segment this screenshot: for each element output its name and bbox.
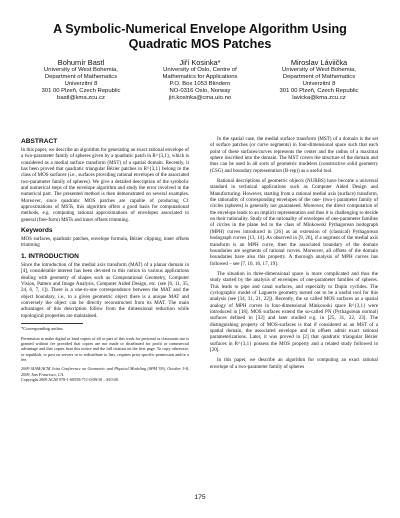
title-line-1: A Symbolic-Numerical Envelope Algorithm Using	[53, 22, 347, 36]
page-number: 175	[194, 494, 206, 501]
author-affiliation-line: Mathematics for Applications	[162, 74, 238, 80]
keywords-heading: Keywords	[21, 227, 53, 235]
author-address-line: P.O. Box 1053 Blindern	[169, 81, 231, 87]
paper-title	[30, 22, 370, 52]
author-name: Miroslav Láviička	[290, 58, 348, 67]
body-paragraph: Rational descriptions of geometric objects (NURBS) have become a universal standard in technical applications such as Computer Aided Design and Manufacturing. However, starting from a rational medial axis (surface) transform, the rationality of corresponding envelopes of the one- (two-) parameter family of circles (spheres) is generally not guaranteed. Moreover, the direct computation of the envelope leads to an implicit representation and thus it is challenging to decide on their rationality. Study of the rationality of envelopes of one-parameter families of circles in the plane led to the class of Minkowski Pythagorean hodograph (MPH) curves introduced in [26] as an extension of (classical) Pythagorean hodograph curves [13, 14]. As observed in [9, 26], if a segment of the medial axis transform is an MPH curve, then the associated boundary of the domain boundaries are segments of rational curves. Moreover, all offsets of the domain boundaries have also this property. A thorough analysis of MPH curves has followed – see [7, 10, 16, 17, 19].	[210, 178, 378, 267]
abstract-heading: ABSTRACT	[21, 138, 58, 145]
author-block	[22, 58, 378, 102]
keywords-text: MOS surfaces, quadratic patches, envelope formula, Bézier clipping, inner offsets trimming	[21, 236, 189, 249]
author-email: jiri.kosinka@cma.uio.no	[168, 95, 232, 101]
author-address-line: Univerzitní 8	[64, 81, 98, 87]
author-2	[141, 58, 259, 102]
copyright-notice: Permission to make digital or hard copies of all or part of this work for personal or classroom use is granted without fee provided that copies are not made or distributed for profit or commercial advantage and that copies bear this notice and the full citation on the first page. To copy otherwise, or republish, to post on servers or to redistribute to lists, requires prior specific permission and/or a fee.	[21, 335, 189, 362]
right-column	[210, 136, 378, 374]
author-affiliation-line: Department of Mathematics	[44, 74, 118, 80]
conference-info: 2009 SIAM/ACM Joint Conference on Geometric and Physical Modeling (SPM '09), October 5-8, 2009, San Francisco, CA.	[21, 366, 189, 377]
title-line-2: Quadratic MOS Patches	[128, 37, 272, 51]
copyright-line: Copyright 2009 ACM 978-1-60558-711-0/09/10 ...$10.00.	[21, 376, 119, 382]
body-paragraph: In the spatial case, the medial surface transform (MST) of a domain is the set of surface patches (or curve segments) in four-dimensional space such that each point of these surfaces/curves represents the center and the radius of a maximal sphere inscribed into the domain. The MST covers the structure of the domain and thus can be used in all sorts of geometric modelers (constructive solid geometry (CSG) and boundary representation (B-rep)) as a useful tool.	[210, 136, 378, 174]
footnote-divider	[21, 323, 83, 324]
introduction-text: Since the introduction of the medial axis transform (MAT) of a planar domain in [4], considerable interest has been devoted to this notion in various applications dealing with geometry of shapes such as Computational Geometry, Computer Vision, Pattern and Image Analysis, Computer Aided Design, etc. (see [6, 11, 35, 24, 6, 7, 1]). There is a one-to-one correspondence between the MAT and the object boundary, i.e., to a given geometric object there is a unique MAT and conversely the object can be directly reconstructed from its MAT. The main advantages of this description follow from the dimensional reduction while topological properties are maintained.	[21, 261, 189, 319]
corresponding-author-footnote: *Corresponding author.	[21, 325, 64, 331]
abstract-text: In this paper, we describe an algorithm for generating an exact rational envelope of a two-parameter family of spheres given by a quadratic patch in R^{3,1}, which is considered as a medial surface transform (MST) of a spatial domain. Recently, it has been proved that quadratic triangular Bézier patches in R^{3,1} belong to the class of MOS surfaces (i.e., surfaces providing rational envelopes of the associated two-parameter family of spheres). We give a detailed description of the symbolic and numerical steps of the envelope algorithm and study the error involved in the numerical part. The presented method is then demonstrated on several examples. Moreover, since quadratic MOS patches are capable of producing C1 approximations of MSTs, this algorithm offers a good basis for computational methods, e.g. computing rational approximations of envelopes associated to general (free-form) MSTs and inner offsets trimming.	[21, 147, 189, 223]
author-1	[22, 58, 140, 102]
author-affiliation-line: Department of Mathematics	[282, 74, 356, 80]
author-affiliation-line: University of West Bohemia,	[282, 67, 356, 73]
author-affiliation-line: University of West Bohemia,	[44, 67, 118, 73]
author-email: bastl@kma.zcu.cz	[57, 95, 105, 101]
author-email: lavicka@kma.zcu.cz	[292, 95, 346, 101]
body-paragraph: In this paper, we describe an algorithm for computing an exact rational envelope of a two-parameter family of spheres	[210, 357, 378, 370]
author-address-line: 301 00 Plzeň, Czech Republic	[279, 88, 359, 94]
author-address-line: Univerzitní 8	[302, 81, 336, 87]
left-column	[21, 136, 189, 382]
author-name: Bohumír Bastl	[57, 58, 105, 67]
author-address-line: NO-0316 Oslo, Norway	[169, 88, 231, 94]
author-affiliation-line: University of Oslo, Centre of	[163, 67, 237, 73]
author-name: Jiří Kosinka*	[179, 58, 221, 67]
body-paragraph: The situation in three-dimensional space is more complicated and thus the study started by the analysis of envelopes of one-parameter families of spheres. This leads to pipe and canal surfaces, and especially to Dupin cyclides. The cyclographic model of Laguerre geometry turned out to be a useful tool for this analysis (see [34, 31, 21, 22]). Recently, the so called MOS surfaces as a spatial analogy of MPH curves in four-dimensional Minkowski space R^{3,1} were introduced in [18]. MOS surfaces extend the so-called PN (Pythagorean normal) surfaces defined in [32] and later studied e.g. in [25, 31, 22, 23]. The distinguishing property of MOS-surfaces is that if considered as an MST of a spatial domain, the associated envelope and its offsets admit exact rational parameterizations. Later, it was proved in [2] that quadratic triangular Bézier surfaces in R^{3,1} possess the MOS property and a related study followed in [20].	[210, 270, 378, 353]
author-address-line: 301 00 Plzeň, Czech Republic	[41, 88, 121, 94]
author-3	[260, 58, 378, 102]
introduction-heading: 1. INTRODUCTION	[21, 252, 79, 260]
